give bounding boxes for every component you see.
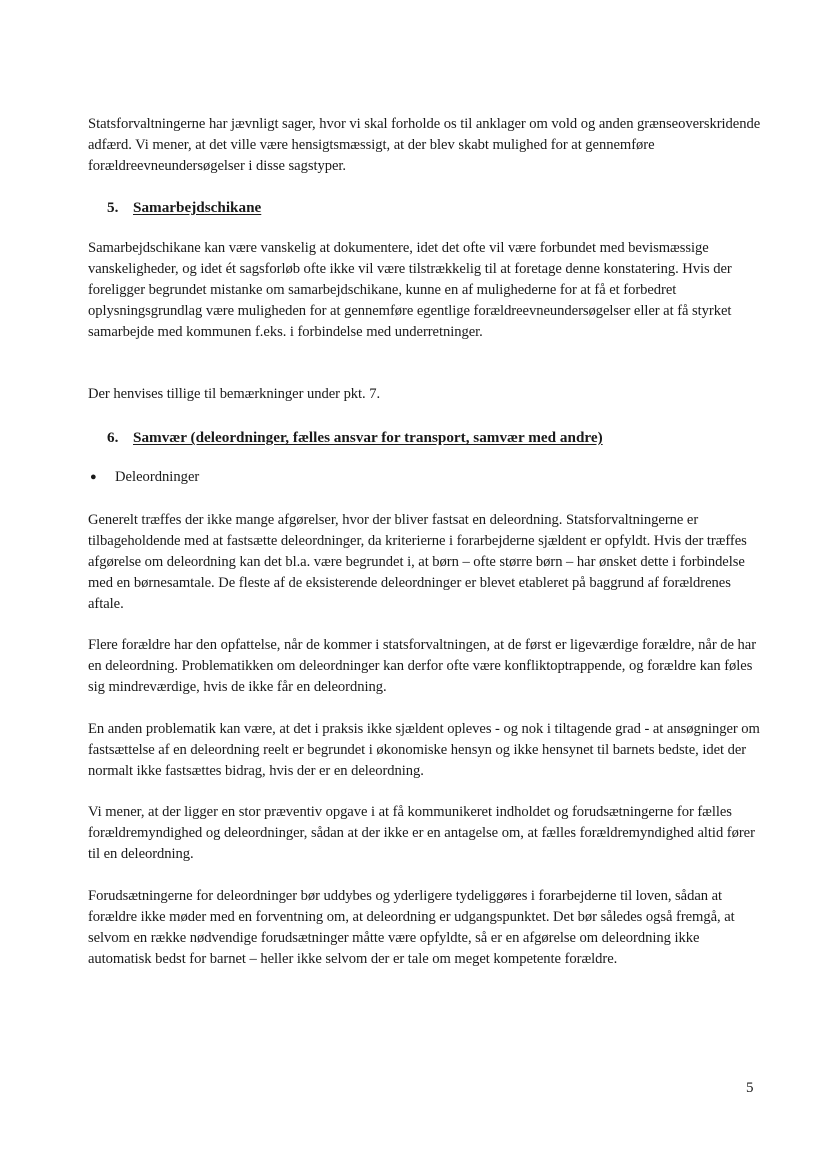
section-title: Samarbejdschikane <box>133 199 262 216</box>
section-title: Samvær (deleordninger, fælles ansvar for transport, samvær med andre) <box>133 429 603 446</box>
bullet-text: Deleordninger <box>115 469 200 485</box>
paragraph-preventive-task: Vi mener, at der ligger en stor præventiv opgave i at få kommunikeret indholdet og forudsætningerne for fælles forældremyndighed og deleordninger, sådan at der ikke er en antagelse om, at fælles forældremyndighed altid fører til en deleordning. <box>88 804 755 862</box>
paragraph-violence-cases: Statsforvaltningerne har jævnligt sager, hvor vi skal forholde os til anklager om vold og anden grænseoverskridende adfærd. Vi mener, at det ville være hensigtsmæssigt, at der blev skabt mulighed for at gennemføre forældreevneundersøgelser i disse sagstyper. <box>88 116 761 174</box>
page-number: 5 <box>746 1080 754 1096</box>
section-heading-6 <box>107 427 603 448</box>
bullet-item <box>88 467 199 488</box>
paragraph-samarbejdschikane: Samarbejdschikane kan være vanskelig at dokumentere, idet det ofte vil være forbundet med bevismæssige vanskeligheder, og idet ét sagsforløb ofte ikke vil være tilstrækkelig til at foretage denne konstatering. Hvis der foreligger begrundet mistanke om samarbejdschikane, kunne en af mulighederne for at få et forbedret oplysningsgrundlag være muligheden for at gennemføre egentlige forældreevneundersøgelser eller at få styrket samarbejde med kommunen f.eks. i forbindelse med underretninger. <box>88 240 732 340</box>
paragraph-preconditions: Forudsætningerne for deleordninger bør uddybes og yderligere tydeliggøres i forarbejderne til loven, sådan at forældre ikke møder med en forventning om, at deleordning er udgangspunktet. Det bør således også fremgå, at selvom en række nødvendige forudsætninger måtte være opfyldte, så er en afgørelse om deleordning ikke automatisk bedst for barnet – heller ikke selvom der er tale om meget kompetente forældre. <box>88 888 735 967</box>
section-number: 6. <box>107 429 119 446</box>
bullet-icon: ● <box>90 471 97 483</box>
paragraph-deleordninger-general: Generelt træffes der ikke mange afgørelser, hvor der bliver fastsat en deleordning. Statsforvaltningerne er tilbageholdende med at fastsætte deleordninger, da kriterierne i forarbejderne sjældent er opfyldt. Hvis der træffes afgørelse om deleordning kan det bl.a. være begrundet i, at børn – ofte større børn – har ønsket dette i forbindelse med en børnesamtale. De fleste af de eksisterende deleordninger er blevet etableret på baggrund af forældrenes aftale. <box>88 512 747 612</box>
paragraph-parents-perception: Flere forældre har den opfattelse, når de kommer i statsforvaltningen, at de først er ligeværdige forældre, når de har en deleordning. Problematikken om deleordninger kan derfor ofte være konfliktoptrappende, og forældre kan føles sig mindreværdige, hvis de ikke får en deleordning. <box>88 637 757 695</box>
section-heading-5 <box>107 197 261 218</box>
paragraph-economic-motives: En anden problematik kan være, at det i praksis ikke sjældent opleves - og nok i tiltagende grad - at ansøgninger om fastsættelse af en deleordning reelt er begrundet i økonomiske hensyn og ikke hensynet til barnets bedste, idet der normalt ikke fastsættes bidrag, hvis der er en deleordning. <box>88 721 760 779</box>
paragraph-reference: Der henvises tillige til bemærkninger under pkt. 7. <box>88 386 381 402</box>
section-number: 5. <box>107 199 119 216</box>
